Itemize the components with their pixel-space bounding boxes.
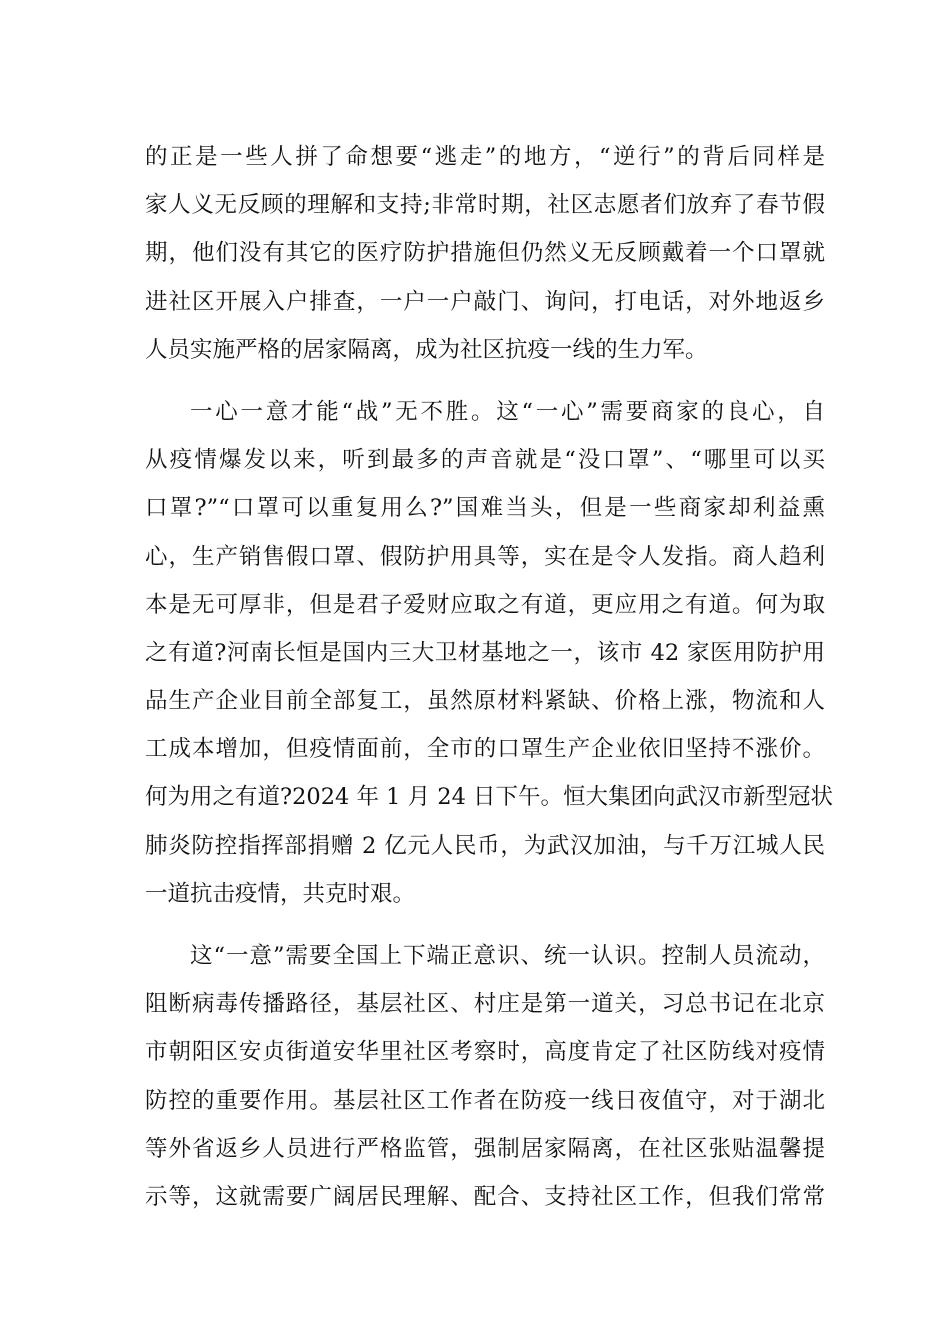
paragraph-line: 口罩?”“口罩可以重复用么?”国难当头，但是一些商家却利益熏 <box>145 495 825 522</box>
paragraph-1 <box>145 133 825 374</box>
paragraph-line: 家人义无反顾的理解和支持;非常时期，社区志愿者们放弃了春节假 <box>145 192 825 219</box>
paragraph-line: 从疫情爆发以来，听到最多的声音就是“没口罩”、“哪里可以买 <box>145 447 825 474</box>
paragraph-line: 本是无可厚非，但是君子爱财应取之有道，更应用之有道。何为取 <box>145 591 825 618</box>
paragraph-line: 这“一意”需要全国上下端正意识、统一认识。控制人员流动， <box>190 943 825 969</box>
document-body <box>145 133 834 1221</box>
paragraph-line: 品生产企业目前全部复工，虽然原材料紧缺、价格上涨，物流和人 <box>145 688 825 715</box>
paragraph-line: 肺炎防控指挥部捐赠 2 亿元人民币，为武汉加油，与千万江城人民 <box>145 832 825 859</box>
paragraph-line: 防控的重要作用。基层社区工作者在防疫一线日夜值守，对于湖北 <box>145 1087 825 1114</box>
paragraph-line: 一道抗击疫情，共克时艰。 <box>145 880 416 907</box>
paragraph-2 <box>145 388 834 918</box>
paragraph-line: 期，他们没有其它的医疗防护措施但仍然义无反顾戴着一个口罩就 <box>145 240 825 267</box>
paragraph-line: 示等，这就需要广阔居民理解、配合、支持社区工作，但我们常常 <box>145 1183 825 1210</box>
paragraph-gap <box>145 918 825 932</box>
paragraph-3 <box>145 932 825 1221</box>
paragraph-gap <box>145 374 825 388</box>
paragraph-line: 阻断病毒传播路径，基层社区、村庄是第一道关，习总书记在北京 <box>145 991 825 1018</box>
paragraph-line: 之有道?河南长恒是国内三大卫材基地之一，该市 42 家医用防护用 <box>145 639 825 666</box>
paragraph-line: 心，生产销售假口罩、假防护用具等，实在是令人发指。商人趋利 <box>145 543 825 570</box>
paragraph-line: 市朝阳区安贞街道安华里社区考察时，高度肯定了社区防线对疫情 <box>145 1039 825 1066</box>
paragraph-line: 等外省返乡人员进行严格监管，强制居家隔离，在社区张贴温馨提 <box>145 1135 825 1162</box>
paragraph-line: 何为用之有道?2024 年 1 月 24 日下午。恒大集团向武汉市新型冠状 <box>145 784 834 811</box>
paragraph-line: 进社区开展入户排查，一户一户敲门、询问，打电话，对外地返乡 <box>145 288 825 315</box>
paragraph-line: 的正是一些人拼了命想要“逃走”的地方，“逆行”的背后同样是 <box>145 144 825 170</box>
paragraph-line: 一心一意才能“战”无不胜。这“一心”需要商家的良心，自 <box>190 398 825 425</box>
paragraph-line: 人员实施严格的居家隔离，成为社区抗疫一线的生力军。 <box>145 336 708 363</box>
paragraph-line: 工成本增加，但疫情面前，全市的口罩生产企业依旧坚持不涨价。 <box>145 736 825 763</box>
